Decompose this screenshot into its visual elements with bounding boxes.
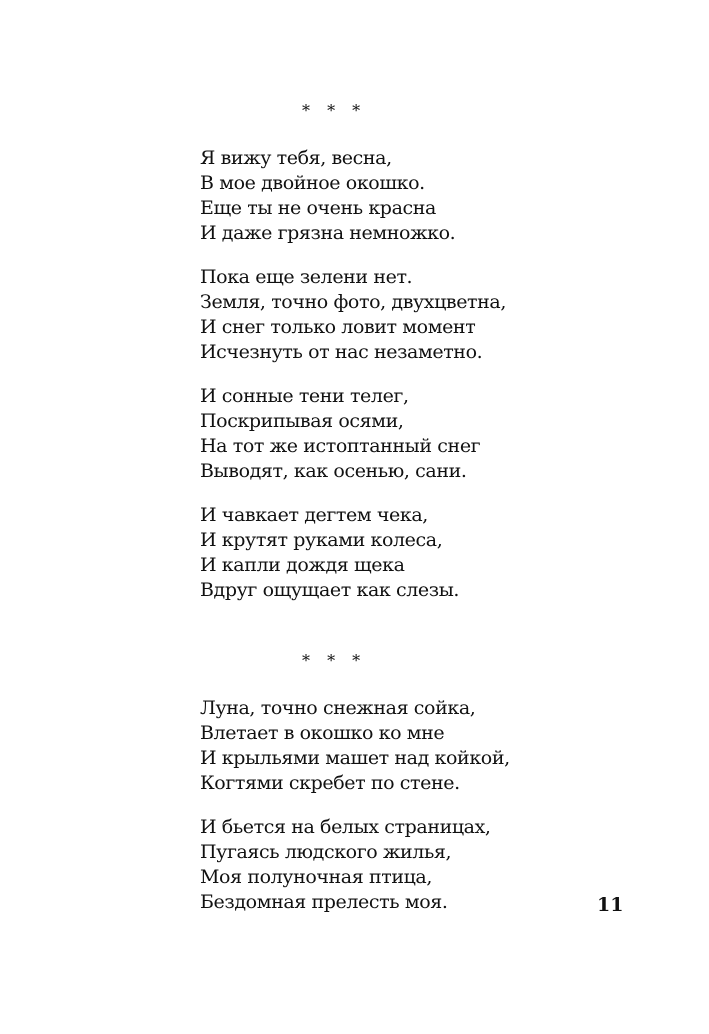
poem-line: Моя полуночная птица, [200,866,432,888]
poem-line: Когтями скребет по стене. [200,772,460,794]
poem-line: И сонные тени телег, [200,385,409,407]
stanza [200,696,600,796]
page-number: 11 [597,894,624,916]
stanza [200,503,600,603]
poem-1 [200,101,600,622]
poem-2 [200,651,600,934]
poem-line: Пугаясь людского жилья, [200,841,452,863]
poem-line: И капли дождя щека [200,554,405,576]
poem-line: Еще ты не очень красна [200,197,436,219]
poem-line: И бьется на белых страницах, [200,816,491,838]
stanza [200,265,600,365]
poem-separator: * * * [302,651,367,670]
stanza [200,384,600,484]
poem-line: И снег только ловит момент [200,316,476,338]
poem-line: Пока еще зелени нет. [200,266,413,288]
poem-line: Земля, точно фото, двухцветна, [200,291,506,313]
stanza [200,815,600,915]
poem-line: И даже грязна немножко. [200,222,456,244]
poem-line: Поскрипывая осями, [200,410,404,432]
poem-line: И чавкает дегтем чека, [200,504,428,526]
stanza [200,146,600,246]
poem-line: Вдруг ощущает как слезы. [200,579,460,601]
poem-line: Выводят, как осенью, сани. [200,460,467,482]
poem-line: Бездомная прелесть моя. [200,891,448,913]
poem-separator: * * * [302,101,367,120]
poem-line: И крыльями машет над койкой, [200,747,510,769]
poem-line: В мое двойное окошко. [200,172,425,194]
poem-line: Исчезнуть от нас незаметно. [200,341,483,363]
poem-line: Влетает в окошко ко мне [200,722,445,744]
poem-line: И крутят руками колеса, [200,529,443,551]
poem-line: На тот же истоптанный снег [200,435,481,457]
poem-line: Я вижу тебя, весна, [200,147,392,169]
poem-line: Луна, точно снежная сойка, [200,697,476,719]
